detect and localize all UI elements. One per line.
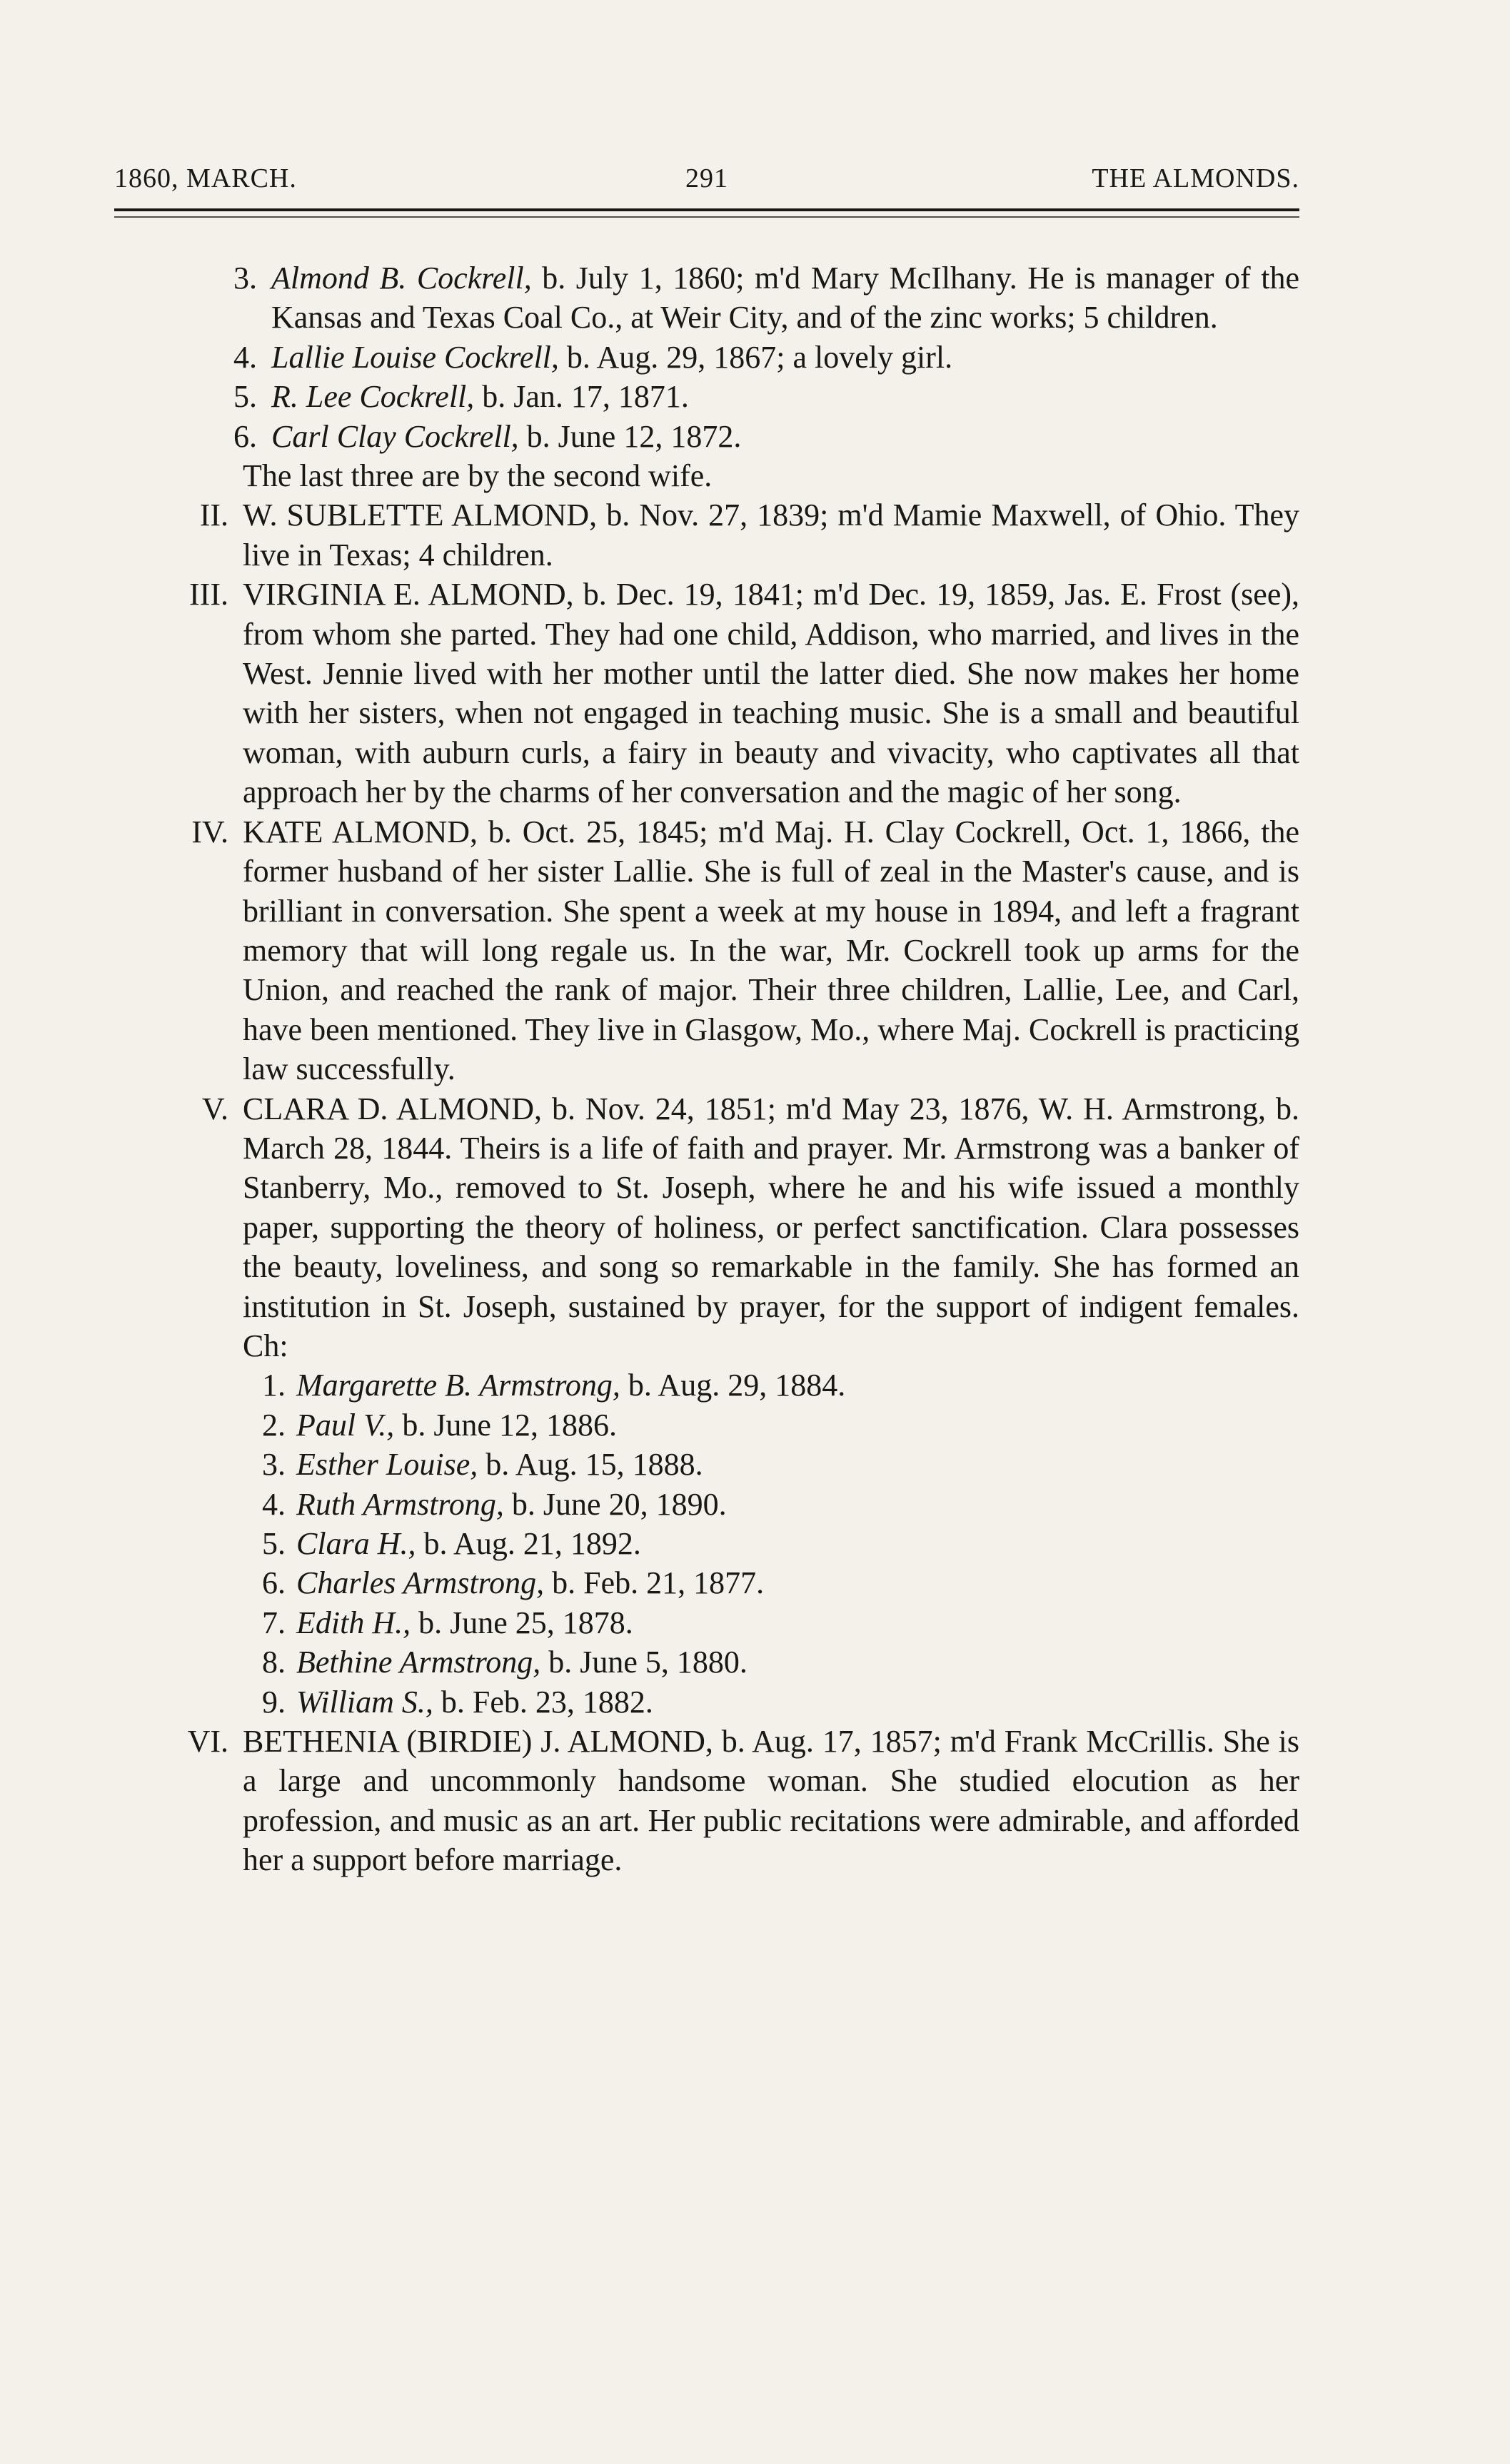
page-body [114,258,1299,1880]
child-details: b. June 25, 1878. [411,1605,633,1640]
child-name: Lallie Louise Cockrell, [271,339,559,375]
running-header [114,163,1299,206]
child-entry [114,1682,1299,1722]
family-entry [114,575,1299,812]
entry-numeral: III. [189,577,228,612]
header-title: THE ALMONDS. [1092,163,1299,193]
child-details: b. July 1, 1860; m'd Mary McIlhany. He is manager of the Kansas and Texas Coal Co., at Weir City, and of the zinc works; 5 children. [271,261,1299,335]
child-number: 5. [233,379,257,415]
child-number: 6. [262,1565,286,1601]
child-name: Paul V., [296,1407,395,1443]
header-rule-secondary [114,216,1299,218]
entry-numeral: V. [201,1091,228,1126]
child-name: Esther Louise, [296,1447,478,1483]
child-entry [114,1642,1299,1682]
child-details: b. Jan. 17, 1871. [474,379,689,415]
child-entry [114,258,1299,338]
child-entry [114,1405,1299,1445]
child-entry [114,1603,1299,1642]
child-number: 8. [262,1645,286,1680]
entry-text: KATE ALMOND, b. Oct. 25, 1845; m'd Maj. H. Clay Cockrell, Oct. 1, 1866, the former husband of her sister Lallie. She is full of zeal in the Master's cause, and is brilliant in conversation. She spent a week at my house in 1894, and left a fragrant memory that will long regale us. In the war, Mr. Cockrell took up arms for the Union, and reached the rank of major. Their three children, Lallie, Lee, and Carl, have been mentioned. They live in Glasgow, Mo., where Maj. Cockrell is practicing law successfully. [243,814,1299,1087]
child-name: William S., [296,1684,433,1720]
child-name: Charles Armstrong, [296,1565,545,1601]
child-name: Bethine Armstrong, [296,1645,541,1680]
child-name: Almond B. Cockrell, [271,261,532,296]
child-name: Clara H., [296,1526,416,1561]
child-details: b. June 12, 1872. [518,418,742,454]
page-number: 291 [685,163,728,193]
entry-numeral: VI. [187,1724,228,1759]
child-entry [114,1445,1299,1484]
child-details: b. June 20, 1890. [503,1486,727,1522]
entry-numeral: II. [199,498,228,533]
child-entry [114,1524,1299,1563]
child-details: b. Aug. 29, 1867; a lovely girl. [558,339,953,375]
note-line: The last three are by the second wife. [243,458,713,494]
family-entry [114,1089,1299,1366]
child-number: 9. [262,1684,286,1720]
family-entry [114,495,1299,575]
child-details: b. Aug. 21, 1892. [416,1526,641,1561]
family-entry [114,812,1299,1089]
family-entry [114,1722,1299,1880]
child-name: Margarette B. Armstrong, [296,1368,620,1403]
child-details: b. June 12, 1886. [394,1407,617,1443]
child-number: 3. [262,1447,286,1483]
child-number: 5. [262,1526,286,1561]
child-entry [114,377,1299,416]
entry-text: CLARA D. ALMOND, b. Nov. 24, 1851; m'd May 23, 1876, W. H. Armstrong, b. March 28, 1844. Theirs is a life of faith and prayer. Mr. Armstrong was a banker of Stanberry, Mo., removed to St. Joseph, where he and his wife issued a monthly paper, supporting the theory of holiness, or perfect sanctification. Clara possesses the beauty, loveliness, and song so remarkable in the family. She has formed an institution in St. Joseph, sustained by prayer, for the support of indigent females. Ch: [243,1091,1299,1363]
header-rule [114,208,1299,211]
entry-text: BETHENIA (BIRDIE) J. ALMOND, b. Aug. 17, 1857; m'd Frank McCrillis. She is a large and uncommonly handsome woman. She studied elocution as her profession, and music as an art. Her public recitations were admirable, and afforded her a support before marriage. [243,1724,1299,1878]
child-entry [114,1485,1299,1524]
child-name: Carl Clay Cockrell, [271,418,519,454]
child-number: 1. [262,1368,286,1403]
child-details: b. Feb. 21, 1877. [544,1565,765,1601]
child-entry [114,417,1299,456]
child-name: Edith H., [296,1605,411,1640]
child-name: R. Lee Cockrell, [271,379,475,415]
child-details: b. Aug. 15, 1888. [478,1447,703,1483]
child-details: b. June 5, 1880. [540,1645,748,1680]
header-date: 1860, MARCH. [114,163,297,193]
child-number: 6. [233,418,257,454]
child-number: 4. [233,339,257,375]
child-entry [114,1365,1299,1405]
entry-text: VIRGINIA E. ALMOND, b. Dec. 19, 1841; m'd Dec. 19, 1859, Jas. E. Frost (see), from whom she parted. They had one child, Addison, who married, and lives in the West. Jennie lived with her mother until the latter died. She now makes her home with her sisters, when not engaged in teaching music. She is a small and beautiful woman, with auburn curls, a fairy in beauty and vivacity, who captivates all that approach her by the charms of her conversation and the magic of her song. [243,577,1299,810]
child-number: 2. [262,1407,286,1443]
entry-text: W. SUBLETTE ALMOND, b. Nov. 27, 1839; m'd Mamie Maxwell, of Ohio. They live in Texas; 4 children. [243,498,1299,572]
child-entry [114,338,1299,377]
child-name: Ruth Armstrong, [296,1486,504,1522]
entry-numeral: IV. [191,814,228,849]
child-number: 4. [262,1486,286,1522]
child-number: 7. [262,1605,286,1640]
child-entry [114,1563,1299,1602]
child-details: b. Aug. 29, 1884. [620,1368,846,1403]
child-number: 3. [233,261,257,296]
child-details: b. Feb. 23, 1882. [433,1684,653,1720]
